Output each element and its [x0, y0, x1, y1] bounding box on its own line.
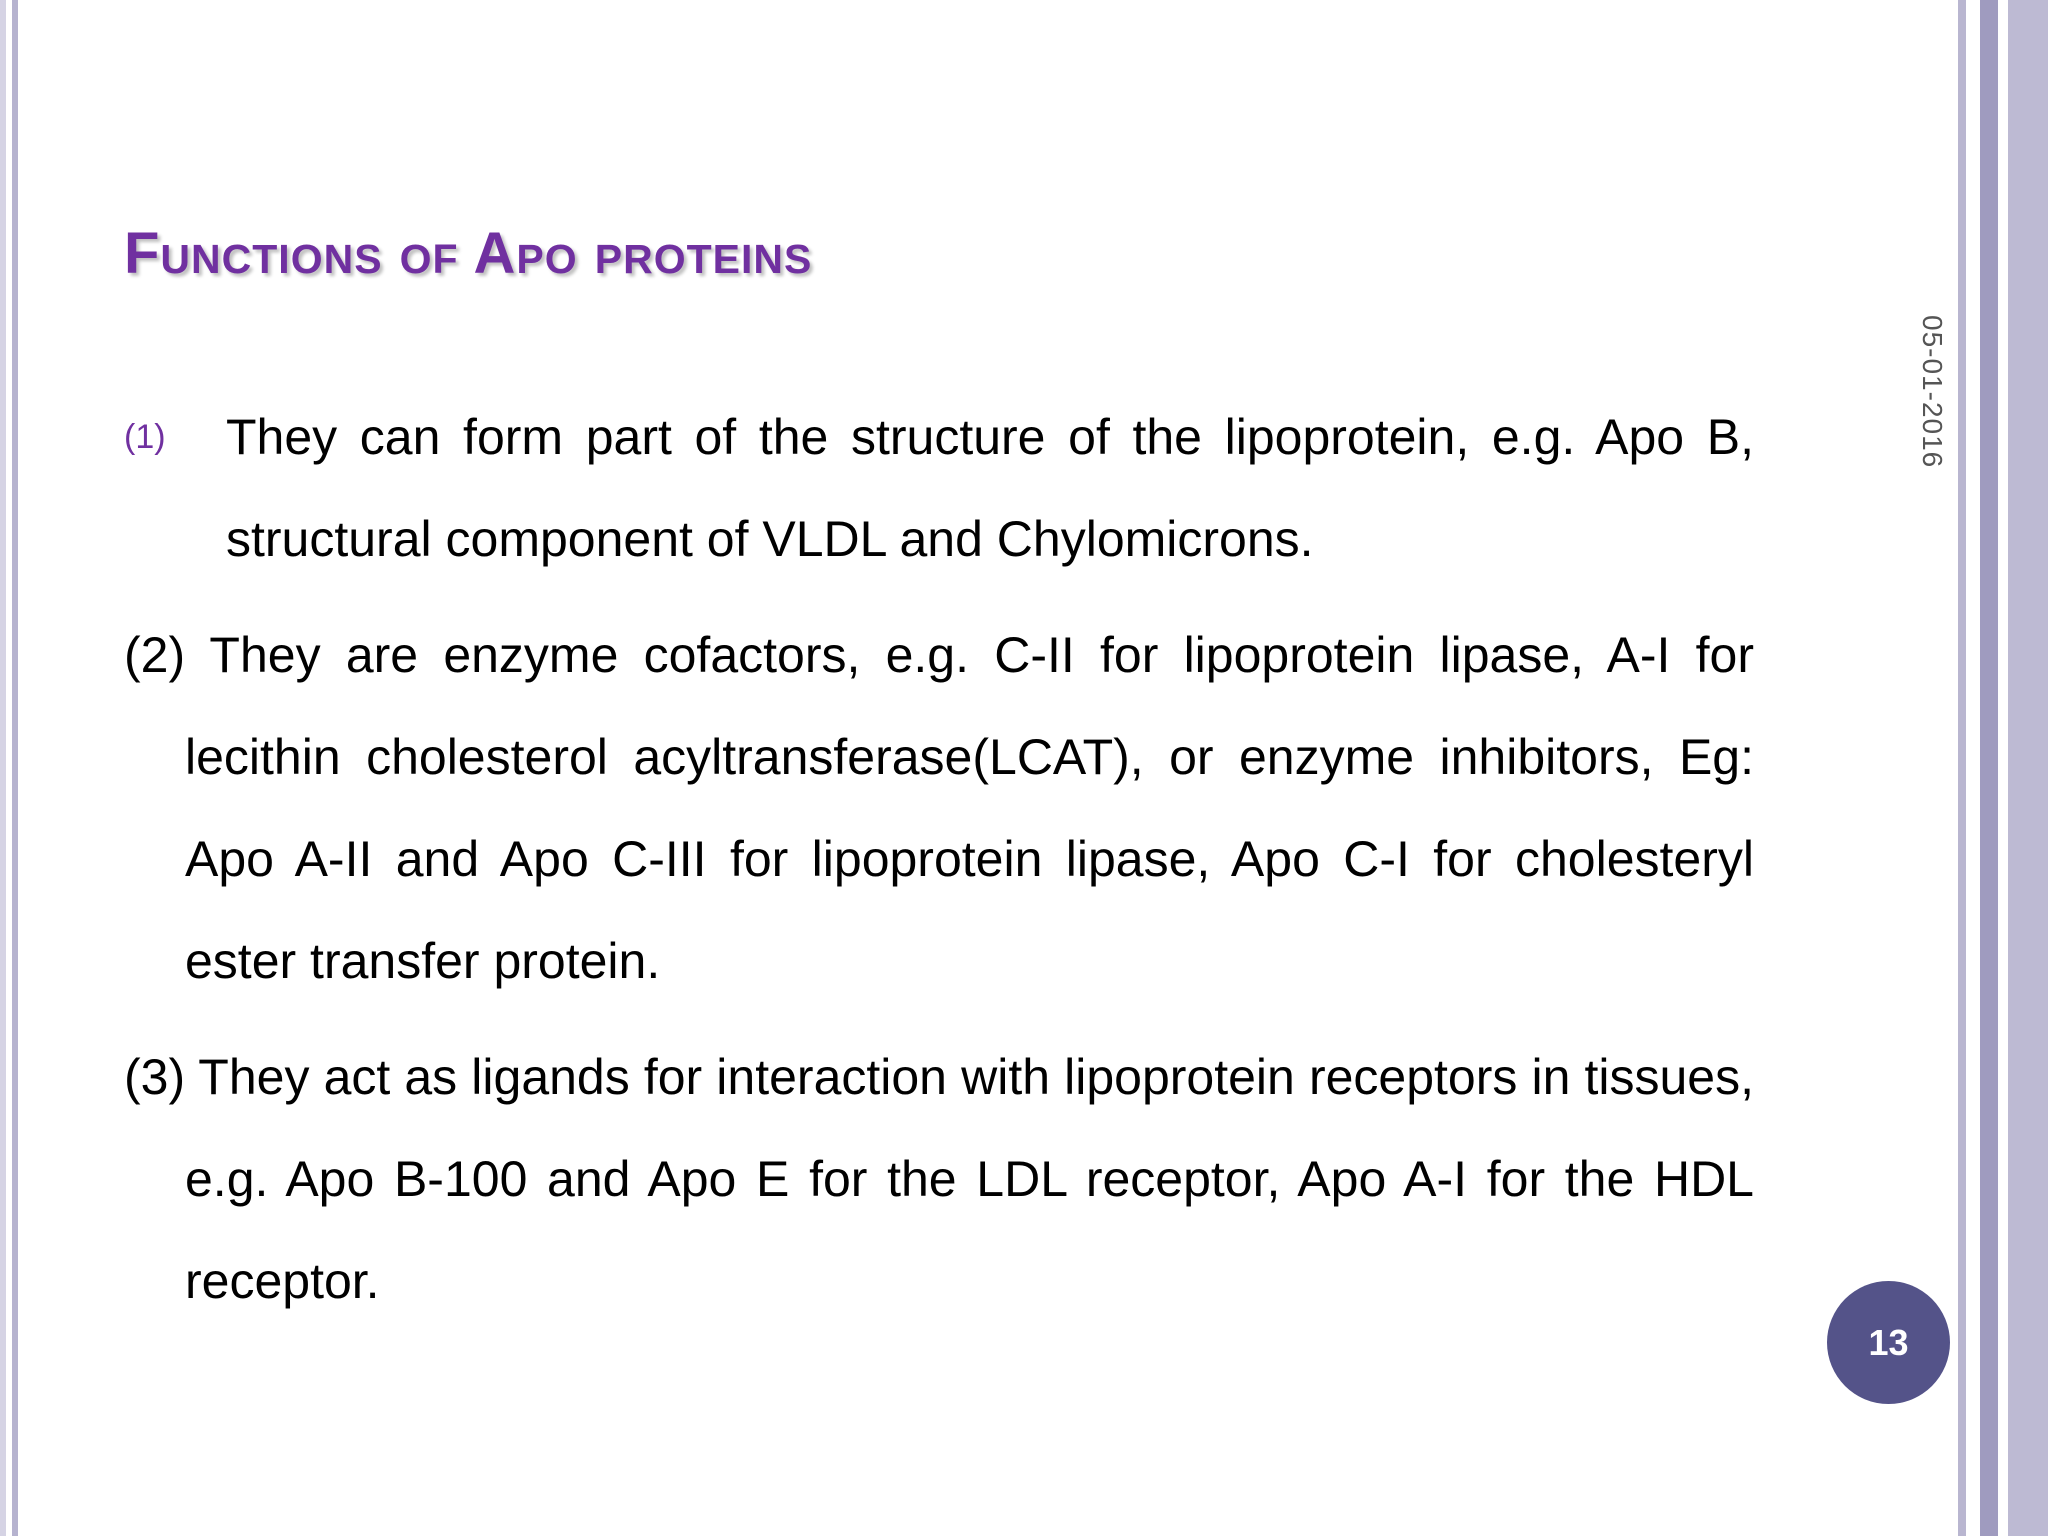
- page-number-badge: [1827, 1281, 1950, 1404]
- list-item-marker: (1): [124, 418, 166, 456]
- right-border-gap: [1966, 0, 1980, 1536]
- list-item: [124, 386, 1754, 590]
- right-border-stripe-wide: [1980, 0, 1998, 1536]
- list-item-text: They can form part of the structure of the lipoprotein, e.g. Apo B, structural component of VLDL and Chylomicrons.: [226, 409, 1754, 567]
- right-border-gap: [1998, 0, 2008, 1536]
- list-item: [124, 1026, 1754, 1332]
- slide-title: Functions of Apo proteins: [124, 221, 813, 286]
- left-border-stripe: [0, 0, 6, 1536]
- page-number: 13: [1868, 1321, 1909, 1363]
- right-border-stripe: [1958, 0, 1966, 1536]
- slide-date: 05-01-2016: [1917, 315, 1948, 469]
- list-item-text: (3) They act as ligands for interaction with lipoprotein receptors in tissues, e.g. Apo B-100 and Apo E for the LDL receptor, Apo A-I for the HDL receptor.: [124, 1049, 1754, 1309]
- list-item: [124, 604, 1754, 1012]
- left-border-stripe-inner: [12, 0, 18, 1536]
- list-item-text: (2) They are enzyme cofactors, e.g. C-II for lipoprotein lipase, A-I for lecithin cholesterol acyltransferase(LCAT), or enzyme inhibitors, Eg: Apo A-II and Apo C-III for lipoprotein lipase, Apo C-I for cholesteryl ester transfer protein.: [124, 627, 1754, 989]
- right-border-stripe-outer: [2008, 0, 2048, 1536]
- slide-body: [124, 386, 1754, 1332]
